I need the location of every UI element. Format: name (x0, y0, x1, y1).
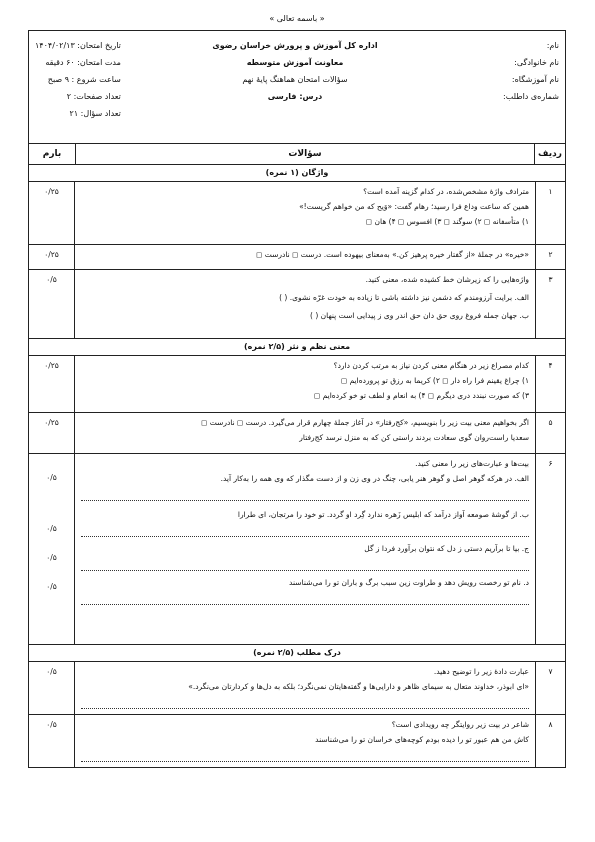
question-score (29, 454, 75, 644)
score-item: ۰/۵ (46, 582, 57, 591)
question-line: «ای ابوذر، خداوند متعال به سیمای ظاهر و دارایی‌ها و گفته‌هایتان نمی‌نگرد؛ بلکه به دل‌ها و کردارتان می‌نگرد.» (188, 682, 529, 691)
question-text (81, 664, 529, 711)
question-number: ۷ (535, 662, 565, 714)
answer-options: ۱) چراغ یقینم فرا راه دار ◻ ۲) کریما به رزق تو پرورده‌ایم ◻ (340, 376, 529, 385)
exam-duration: مدت امتحان: ۶۰ دقیقه (45, 58, 121, 67)
exam-date: تاریخ امتحان: ۱۴۰۴/۰۲/۱۳ (35, 41, 121, 50)
section-vocabulary: واژگان (۱ نمره) (29, 165, 565, 182)
questions-header: سؤالات (288, 149, 322, 159)
question-number: ۵ (535, 413, 565, 453)
answer-line[interactable] (81, 696, 529, 709)
exam-info (35, 37, 121, 122)
answer-line[interactable] (81, 488, 529, 501)
question-score: ۰/۲۵ (29, 182, 75, 244)
answer-options: ۱) متأسفانه ◻ ۲) سوگند ◻ ۳) افسوس ◻ ۴) هان ◻ (365, 217, 529, 226)
question-text (81, 184, 529, 229)
question-line: کاش من هم عبور تو را دیده بودم کوچه‌های خراسان تو را می‌شناسند (315, 735, 529, 744)
start-time: ساعت شروع : ۹ صبح (47, 75, 121, 84)
family-field: نام خانوادگی: (514, 58, 559, 67)
question-number: ۴ (535, 356, 565, 412)
answer-line[interactable] (81, 524, 529, 537)
question-score: ۰/۲۵ (29, 245, 75, 269)
question-row (29, 356, 565, 413)
exam-page (28, 14, 566, 768)
score-item: ۰/۵ (46, 473, 57, 482)
question-row (29, 454, 565, 645)
question-score: ۰/۲۵ (29, 413, 75, 453)
score-header: بارم (29, 144, 76, 164)
office-name: اداره کل آموزش و پرورش خراسان رضوی (212, 41, 378, 50)
section-comprehension: درک مطلب (۲/۵ نمره) (29, 645, 565, 662)
question-row (29, 182, 565, 245)
basmala: « باسمه تعالی » (269, 14, 325, 23)
radif-header: ردیف (534, 144, 565, 164)
answer-options: ۳) که صورت نبندد دری دیگرم ◻ ۴) به انعام و لطف تو خو کرده‌ایم ◻ (314, 391, 529, 400)
question-line: سعدیا راست‌روان گوی سعادت بردند راستی کن که به منزل نرسد کج‌رفتار (299, 433, 529, 442)
exam-table (28, 30, 566, 768)
name-field: نام: (546, 41, 559, 50)
school-field: نام آموزشگاه: (511, 75, 559, 84)
score-item: ۰/۵ (46, 524, 57, 533)
score-item: ۰/۵ (46, 553, 57, 562)
question-text (81, 358, 529, 403)
question-row (29, 270, 565, 339)
exam-title (200, 37, 390, 105)
exam-name: سؤالات امتحان هماهنگ پایهٔ نهم (242, 75, 348, 84)
question-line: الف. برایت آرزومندم که دشمن نیز داشته باشی تا زیاده به خودت غرّه نشوی. ( ) (279, 293, 529, 302)
question-row (29, 245, 565, 270)
question-line: شاعر در بیت زیر روایتگر چه رویدادی است؟ (391, 720, 529, 729)
question-number: ۳ (535, 270, 565, 338)
question-score: ۰/۵ (29, 662, 75, 714)
question-line: ب. جهان جمله فروغ روی حق دان حق اندر وی ز پیدایی است پنهان ( ) (310, 311, 529, 320)
question-number: ۱ (535, 182, 565, 244)
question-text (81, 272, 529, 323)
question-text (81, 415, 529, 445)
question-number: ۸ (535, 715, 565, 767)
seat-number-field: شماره‌ی داطلب: (503, 92, 559, 101)
question-number: ۲ (535, 245, 565, 269)
question-line: اگر بخواهیم معنی بیت زیر را بنویسیم، «کج‌رفتار» در آغاز جملهٔ چهارم قرار می‌گیرد. درست ◻ نادرست ◻ (201, 418, 529, 427)
question-score: ۰/۲۵ (29, 356, 75, 412)
question-line: ج. بیا تا برآریم دستی ز دل که نتوان برآورد فردا ز گل (364, 544, 529, 553)
question-text (81, 456, 529, 607)
question-row (29, 413, 565, 454)
question-row (29, 715, 565, 767)
question-line: همین که ساعت وداع فرا رسید؛ رهام گفت: «وَیح که من خواهم گریست!» (299, 202, 529, 211)
question-line: کدام مصراع زیر در هنگام معنی کردن نیاز به مرتب کردن دارد؟ (333, 361, 529, 370)
department-name: معاونت آموزش متوسطه (246, 58, 344, 67)
question-score: ۰/۵ (29, 715, 75, 767)
exam-header (29, 31, 565, 144)
answer-line[interactable] (81, 592, 529, 605)
question-row (29, 662, 565, 715)
section-meaning: معنی نظم و نثر (۲/۵ نمره) (29, 339, 565, 356)
question-count: تعداد سؤال: ۲۱ (69, 109, 121, 118)
question-text (81, 717, 529, 764)
question-text: «خیره» در جملهٔ «از گفتار خیره پرهیز کن.» به‌معنای بیهوده است. درست ◻ نادرست ◻ (256, 250, 529, 259)
question-line: بیت‌ها و عبارت‌های زیر را معنی کنید. (415, 459, 529, 468)
answer-line[interactable] (81, 558, 529, 571)
question-line: عبارت دادهٔ زیر را توضیح دهید. (433, 667, 529, 676)
question-number: ۶ (535, 454, 565, 644)
table-header (29, 144, 565, 165)
page-count: تعداد صفحات: ۲ (66, 92, 121, 101)
question-score: ۰/۵ (29, 270, 75, 338)
question-line: د. نام تو رخصت رویش دهد و طراوت زین سبب برگ و باران تو را می‌شناسند (289, 578, 529, 587)
question-line: واژه‌هایی را که زیرشان خط کشیده شده، معنی کنید. (365, 275, 529, 284)
course-name: درس: فارسی (267, 92, 323, 101)
student-info (503, 37, 559, 105)
question-line: مترادف واژهٔ مشخص‌شده، در کدام گزینه آمده است؟ (363, 187, 529, 196)
question-line: الف. در هرکه گوهر اصل و گوهر هنر یابی، چنگ در وی زن و از دست مگذار که وی همه را به‌کار آید. (220, 474, 529, 483)
question-line: ب. از گوشهٔ صومعه آواز درآمد که ابلیس زَهره ندارد گِرد او گردد. تو خود را مرتجان، ای طرارا (237, 510, 529, 519)
answer-line[interactable] (81, 749, 529, 762)
